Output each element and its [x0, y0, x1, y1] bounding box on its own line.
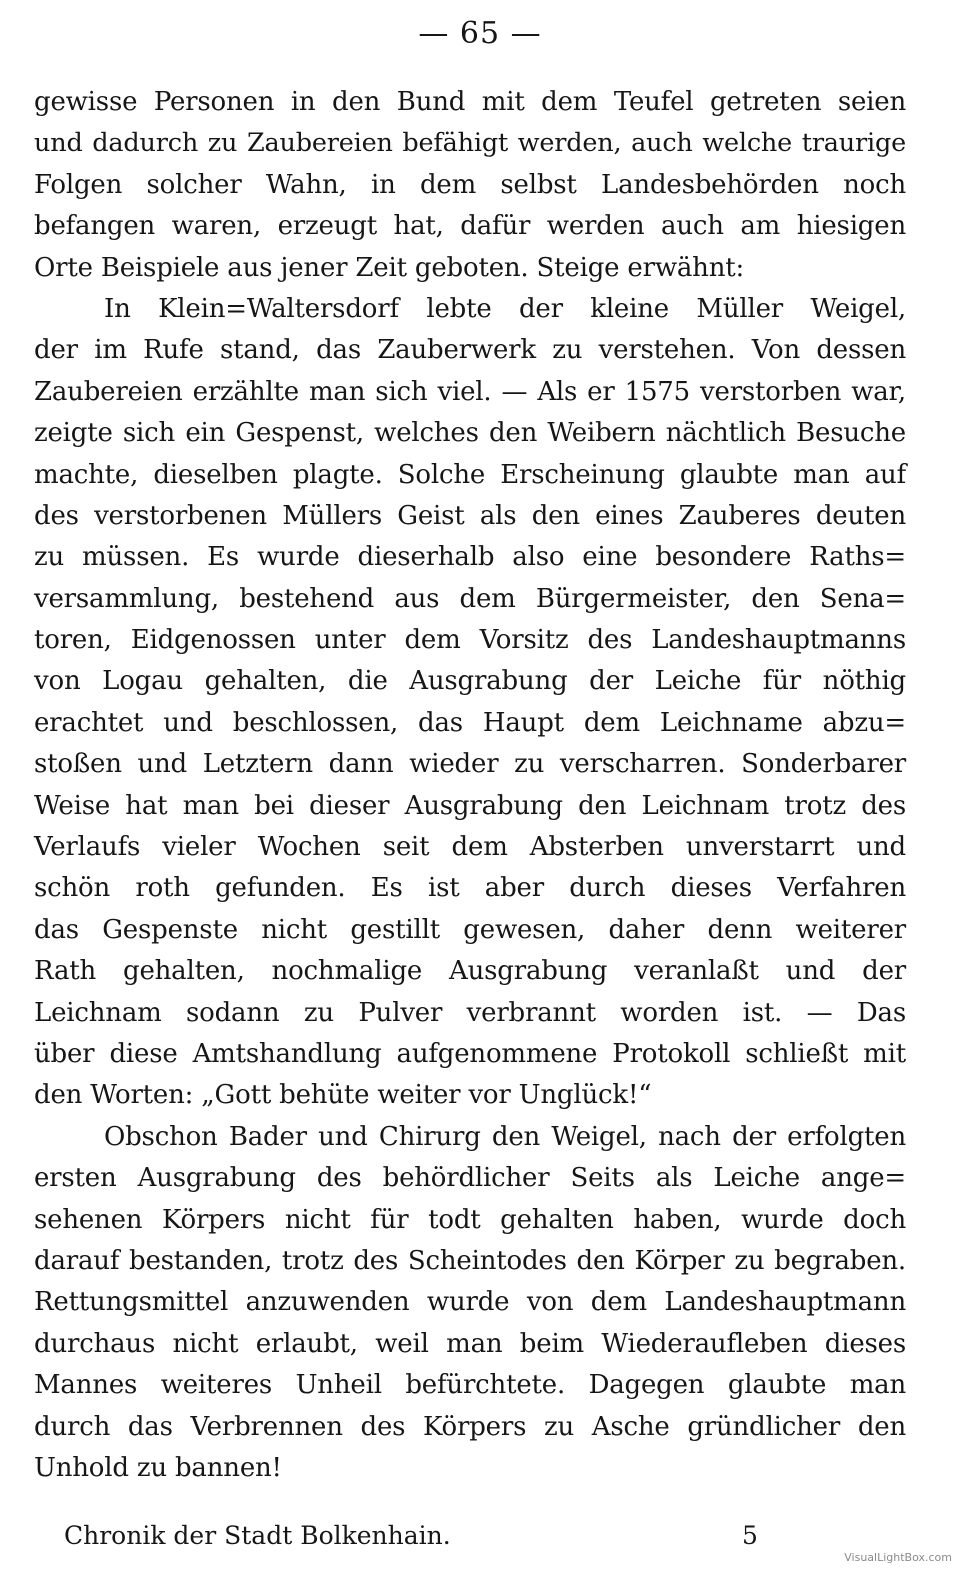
text-line: stoßen und Letztern dann wieder zu verscharren. Sonderbarer: [34, 749, 906, 780]
text-line: schön roth gefunden. Es ist aber durch dieses Verfahren: [34, 873, 906, 904]
text-line: zeigte sich ein Gespenst, welches den Weibern nächtlich Besuche: [34, 418, 906, 449]
text-line: der im Rufe stand, das Zauberwerk zu verstehen. Von dessen: [34, 335, 906, 366]
body-text: [34, 82, 906, 1489]
text-line: Rath gehalten, nochmalige Ausgrabung veranlaßt und der: [34, 956, 906, 987]
text-line: sehenen Körpers nicht für todt gehalten haben, wurde doch: [34, 1204, 906, 1235]
text-line: des verstorbenen Müllers Geist als den eines Zauberes deuten: [34, 500, 906, 531]
text-line: den Worten: „Gott behüte weiter vor Unglück!“: [34, 1080, 652, 1111]
text-line: durchaus nicht erlaubt, weil man beim Wiederaufleben dieses: [34, 1328, 906, 1359]
text-line: das Gespenste nicht gestillt gewesen, daher denn weiterer: [34, 914, 906, 945]
text-line: über diese Amtshandlung aufgenommene Protokoll schließt mit: [34, 1038, 906, 1069]
watermark: VisualLightBox.com: [844, 1551, 952, 1564]
text-line: Unhold zu bannen!: [34, 1452, 282, 1483]
text-line: darauf bestanden, trotz des Scheintodes den Körper zu begraben.: [34, 1245, 906, 1276]
footer-signature: Chronik der Stadt Bolkenhain.: [64, 1521, 451, 1550]
text-line: befangen waren, erzeugt hat, dafür werden auch am hiesigen: [34, 211, 906, 242]
text-line: In Klein=Waltersdorf lebte der kleine Müller Weigel,: [104, 293, 906, 324]
page-number-header: — 65 —: [418, 16, 542, 51]
text-line: ersten Ausgrabung des behördlicher Seits als Leiche ange=: [34, 1163, 906, 1194]
text-line: erachtet und beschlossen, das Haupt dem Leichname abzu=: [34, 707, 906, 738]
text-line: toren, Eidgenossen unter dem Vorsitz des Landeshauptmanns: [34, 625, 906, 656]
text-line: Zaubereien erzählte man sich viel. — Als er 1575 verstorben war,: [34, 376, 906, 407]
text-line: versammlung, bestehend aus dem Bürgermeister, den Sena=: [34, 583, 906, 614]
sheet-number: 5: [742, 1521, 758, 1550]
text-line: Weise hat man bei dieser Ausgrabung den Leichnam trotz des: [34, 790, 906, 821]
text-line: Rettungsmittel anzuwenden wurde von dem Landeshauptmann: [34, 1287, 906, 1318]
text-line: gewisse Personen in den Bund mit dem Teufel getreten seien: [34, 87, 906, 117]
text-line: Orte Beispiele aus jener Zeit geboten. Steige erwähnt:: [34, 252, 745, 283]
text-line: Obschon Bader und Chirurg den Weigel, nach der erfolgten: [104, 1121, 906, 1152]
text-line: Folgen solcher Wahn, in dem selbst Landesbehörden noch: [34, 169, 906, 200]
text-line: Verlaufs vieler Wochen seit dem Absterben unverstarrt und: [34, 832, 906, 863]
text-line: zu müssen. Es wurde dieserhalb also eine besondere Raths=: [34, 542, 906, 573]
text-line: und dadurch zu Zaubereien befähigt werden, auch welche traurige: [34, 128, 906, 159]
text-line: durch das Verbrennen des Körpers zu Asche gründlicher den: [34, 1411, 906, 1442]
text-line: Leichnam sodann zu Pulver verbrannt worden ist. — Das: [34, 997, 906, 1028]
text-line: von Logau gehalten, die Ausgrabung der Leiche für nöthig: [34, 666, 906, 697]
text-line: Mannes weiteres Unheil befürchtete. Dagegen glaubte man: [34, 1370, 906, 1401]
page-footer: [34, 1516, 906, 1556]
text-line: machte, dieselben plagte. Solche Erscheinung glaubte man auf: [34, 459, 906, 490]
